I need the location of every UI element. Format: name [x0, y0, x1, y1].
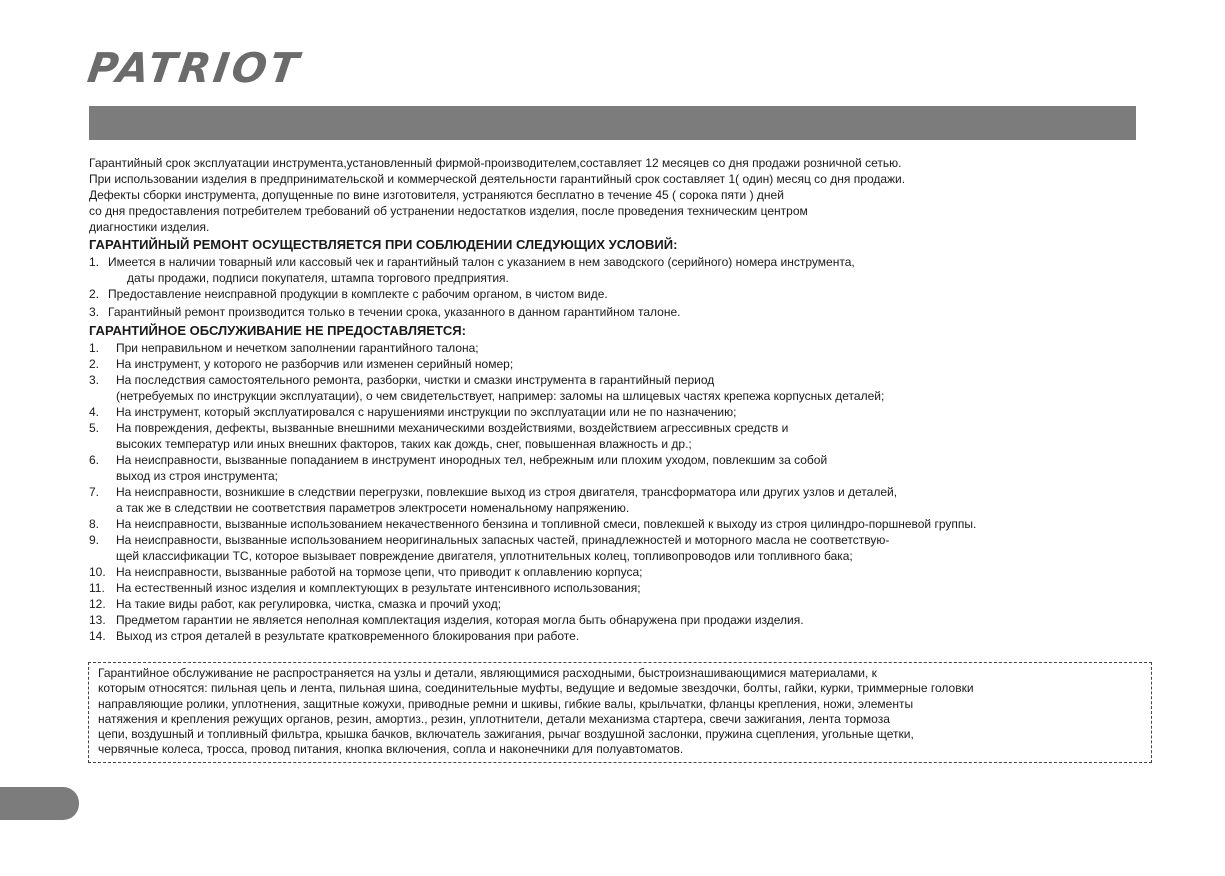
list-item	[89, 612, 1154, 628]
warranty-content	[89, 155, 1154, 644]
item-text: При неправильном и нечетком заполнении гарантийного талона;	[116, 341, 479, 355]
item-text: На последствия самостоятельного ремонта, разборки, чистки и смазки инструмента в гарантийный период (нетребуемых по инструкции эксплуатации), о чем свидетельствует, например: заломы на шлицевых частях крепежа корпусных деталей;	[116, 373, 885, 403]
item-text: На естественный износ изделия и комплектующих в результате интенсивного использования;	[116, 581, 641, 595]
list-item	[89, 452, 1154, 484]
list-item	[89, 372, 1154, 404]
item-text: Выход из строя деталей в результате кратковременного блокирования при работе.	[116, 629, 580, 643]
intro-line: Дефекты сборки инструмента, допущенные по вине изготовителя, устраняются бесплатно в течение 45 ( сорока пяти ) дней	[89, 188, 784, 202]
notice-line: натяжения и крепления режущих органов, резин, амортиз., резин, уплотнители, детали механизма стартера, свечи зажигания, лента тормоза	[98, 711, 890, 726]
item-text: На неисправности, вызванные попаданием в инструмент инородных тел, небрежным или плохим уходом, повлекшим за собой выход из строя инструмента;	[116, 453, 828, 483]
item-number: 6.	[89, 453, 100, 467]
notice-line: Гарантийное обслуживание не распространяется на узлы и детали, являющимися расходными, быстроизнашивающимися материалами, к	[98, 666, 877, 680]
conditions-heading: ГАРАНТИЙНЫЙ РЕМОНТ ОСУЩЕСТВЛЯЕТСЯ ПРИ СОБЛЮДЕНИИ СЛЕДУЮЩИХ УСЛОВИЙ:	[89, 237, 678, 252]
item-text: На неисправности, вызванные использованием некачественного бензина и топливной смеси, повлекшей к выходу из строя цилиндро-поршневой группы.	[116, 517, 977, 531]
notice-line: цепи, воздушный и топливный фильтра, крышка бачков, включатель зажигания, рычаг воздушной заслонки, пружина сцепления, угольные щетки,	[98, 727, 914, 742]
item-text: На неисправности, вызванные использованием неоригинальных запасных частей, принадлежностей и моторного масла не соответствую- щей классификации ТС, которое вызывает повреждение двигателя, уплотнительных колец, топливопроводов или топливного бака;	[116, 533, 890, 563]
list-item	[89, 420, 1154, 452]
header-bar	[89, 106, 1136, 140]
item-number: 13.	[89, 613, 106, 627]
item-number: 11.	[89, 581, 105, 595]
list-item	[89, 564, 1154, 580]
item-text: На повреждения, дефекты, вызванные внешними механическими воздействиями, воздействием агрессивных средств и высоких температур или иных внешних факторов, таких как дождь, снег, повышенная влажность и др.;	[116, 421, 789, 451]
notice-line: которым относятся: пильная цепь и лента, пильная шина, соединительные муфты, ведущие и ведомые звездочки, болты, гайки, курки, триммерные головки	[98, 681, 974, 696]
list-item	[89, 404, 1154, 420]
intro-line: При использовании изделия в предпринимательской и коммерческой деятельности гарантийный срок составляет 1( один) месяц со дня продажи.	[89, 172, 906, 186]
list-item	[89, 516, 1154, 532]
list-item	[89, 532, 1154, 564]
exclusions-list	[89, 340, 1154, 644]
intro-line: со дня предоставления потребителем требований об устранении недостатков изделия, после проведения техническим центром	[89, 204, 808, 218]
item-text: На такие виды работ, как регулировка, чистка, смазка и прочий уход;	[116, 597, 502, 611]
item-number: 7.	[89, 485, 100, 499]
list-item	[89, 596, 1154, 612]
list-item	[89, 628, 1154, 644]
list-item	[89, 254, 1154, 286]
item-number: 9.	[89, 533, 100, 547]
intro-line: диагностики изделия.	[89, 220, 210, 234]
item-number: 2.	[89, 357, 100, 371]
item-number: 12.	[89, 597, 106, 611]
item-number: 1.	[89, 255, 100, 269]
page-tab	[0, 787, 79, 820]
list-item	[89, 356, 1154, 372]
item-text: На неисправности, вызванные работой на тормозе цепи, что приводит к оплавлению корпуса;	[116, 565, 643, 579]
item-number: 1.	[89, 341, 100, 355]
item-number: 2.	[89, 287, 100, 301]
intro-line: Гарантийный срок эксплуатации инструмента,установленный фирмой-производителем,составляет 12 месяцев со дня продажи розничной сетью.	[89, 156, 902, 170]
item-text: На инструмент, который эксплуатировался с нарушениями инструкции по эксплуатации или не по назначению;	[116, 405, 737, 419]
item-text: Предметом гарантии не является неполная комплектация изделия, которая могла быть обнаружена при продажи изделия.	[116, 613, 804, 627]
patriot-logo: PATRIOT	[84, 44, 305, 92]
intro-text	[89, 155, 1154, 235]
item-number: 8.	[89, 517, 100, 531]
item-text: Гарантийный ремонт производится только в течении срока, указанного в данном гарантийном талоне.	[108, 305, 681, 319]
item-number: 3.	[89, 373, 100, 387]
item-number: 3.	[89, 305, 100, 319]
item-number: 4.	[89, 405, 100, 419]
notice-line: червячные колеса, тросса, провод питания, кнопка включения, сопла и наконечники для полуавтоматов.	[98, 742, 684, 757]
item-text: На неисправности, возникшие в следствии перегрузки, повлекшие выход из строя двигателя, трансформатора или других узлов и деталей, а так же в следствии не соответствия параметров электросети номенальному напряжению.	[116, 485, 898, 515]
list-item	[89, 304, 1154, 320]
exclusions-heading: ГАРАНТИЙНОЕ ОБСЛУЖИВАНИЕ НЕ ПРЕДОСТАВЛЯЕТСЯ:	[89, 323, 466, 338]
item-text: Предоставление неисправной продукции в комплекте с рабочим органом, в чистом виде.	[108, 287, 608, 301]
list-item	[89, 580, 1154, 596]
item-text: Имеется в наличии товарный или кассовый чек и гарантийный талон с указанием в нем заводского (серийного) номера инструмента, даты продажи, подписи покупателя, штампа торгового предприятия.	[108, 255, 855, 285]
list-item	[89, 484, 1154, 516]
list-item	[89, 340, 1154, 356]
notice-line: направляющие ролики, уплотнения, защитные кожухи, приводные ремни и шкивы, гибкие валы, крыльчатки, фланцы крепления, ножи, элементы	[98, 696, 914, 711]
consumables-notice-box	[88, 662, 1152, 763]
item-number: 5.	[89, 421, 100, 435]
item-number: 14.	[89, 629, 106, 643]
item-text: На инструмент, у которого не разборчив или изменен серийный номер;	[116, 357, 514, 371]
item-number: 10.	[89, 565, 106, 579]
conditions-list	[89, 254, 1154, 320]
list-item	[89, 286, 1154, 302]
